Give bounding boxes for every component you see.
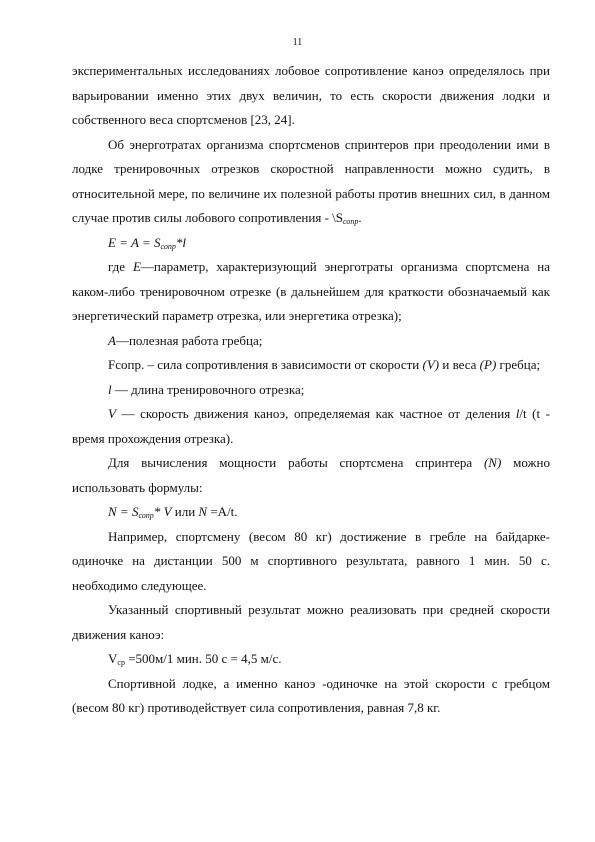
subscript: ср [117,658,125,667]
paragraph-6 [72,378,550,403]
subscript: сопр [138,511,154,520]
variable: E [132,259,141,274]
text: гребца; [496,357,541,372]
paragraph-2-end: . [358,210,362,225]
formula-energy [72,231,550,256]
paragraph-2 [72,133,550,231]
text: — длина тренировочного отрезка; [111,381,305,397]
text: можно использовать формулы: [72,455,550,495]
paragraph-11: Спортивной лодке, а именно каноэ -одиночке на этой скорости с гребцом (весом 80 кг) противодействует сила сопротивления, равная 7,8 кг. [72,675,550,715]
formula-speed [72,647,550,672]
text: — скорость движения каноэ, определяемая как частное от деления [115,406,516,421]
formula-part: или [171,504,199,519]
page-number: 11 [292,37,303,48]
paragraph-1: экспериментальных исследованиях лобовое сопротивление каноэ определялось при варьировании именно этих двух величин, то есть скорости движения лодки и собственного веса спортсменов [23, 24]. [72,63,550,127]
variable: l [515,406,520,421]
text: —полезная работа гребца; [115,332,263,348]
formula-part: N = S [108,504,139,519]
variable: l [108,381,112,397]
paragraph-9: Например, спортсмену (весом 80 кг) достижение в гребле на байдарке-одиночке на дистанции 500 м спортивного результата, равного 1 мин. 50 с. необходимо следующее. [72,528,550,593]
variable: (P) [479,357,497,372]
formula-part: =500м/1 мин. 50 с = 4,5 м/с. [124,651,282,666]
variable: V [108,406,116,421]
text: где [108,259,133,274]
variable: (N) [483,455,502,470]
text: —параметр, характеризующий энерготраты организма спортсмена на каком-либо тренировочном отрезке (в дальнейшем для краткости обозначаемый как энергетический параметр отрезка, или энергетика отрезка); [72,259,551,323]
paragraph-5 [72,353,550,378]
paragraph-2-text: Об энерготратах организма спортсменов спринтеров при преодолении ими в лодке тренировочных отрезков скоростной направленности можно судить, в относительной мере, по величине их полезной работы против внешних сил, в данном случае против силы лобового сопротивления - \S [72,136,550,225]
subscript: сопр [160,241,176,251]
paragraph-8 [72,451,550,500]
formula-part: V [108,651,118,666]
body-text [72,59,550,721]
text: Для вычисления мощности работы спортсмена спринтера [108,455,484,470]
formula-power [72,500,550,525]
text: Fсопр. – сила сопротивления в зависимости от скорости [108,357,423,372]
paragraph-7 [72,402,550,451]
variable: (V) [422,357,440,372]
subscript: сопр [343,217,359,226]
paragraph-10: Указанный спортивный результат можно реализовать при средней скорости движения каноэ: [72,602,550,642]
text: и веса [439,357,480,372]
formula-part: E = A = S [108,234,161,250]
formula-part: *l [175,234,186,250]
formula-part: N [198,504,208,519]
variable: A [108,332,116,348]
paragraph-4 [72,329,550,354]
formula-part: =A/t. [207,504,238,519]
text: /t (t - время прохождения отрезка). [72,406,551,446]
paragraph-3 [72,255,550,329]
formula-part: * V [153,504,172,519]
